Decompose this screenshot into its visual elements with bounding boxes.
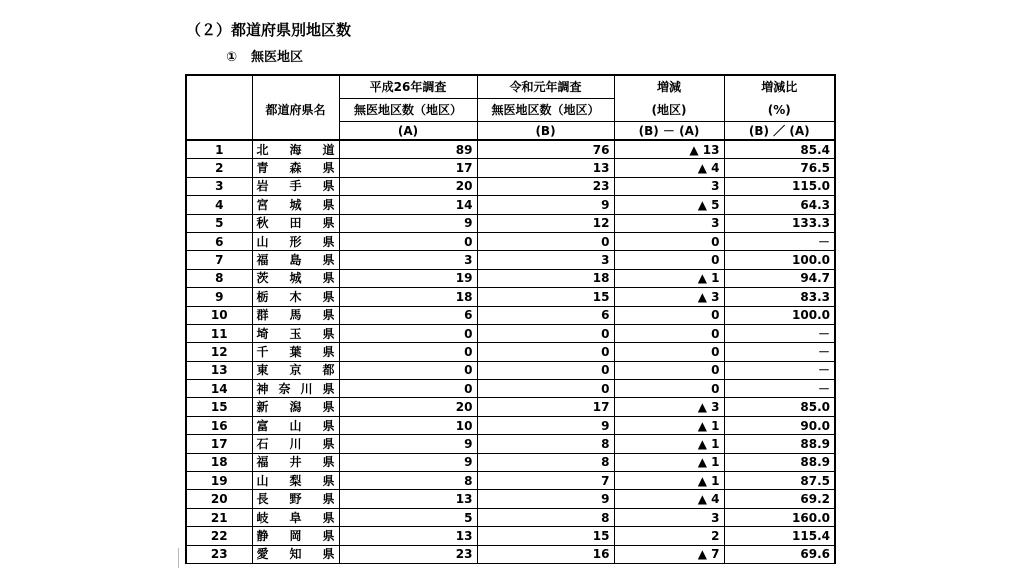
change-ratio: 88.9 [724, 453, 835, 471]
prefecture-label: 福井県 [256, 455, 335, 470]
header-no-blank-3 [186, 122, 252, 141]
prefecture-label: 山梨県 [256, 473, 335, 488]
change-count: ▲ 1 [614, 416, 724, 434]
header-no-blank-2 [186, 99, 252, 122]
prefecture-label: 静岡県 [256, 528, 335, 543]
header-diff-line2: (地区) [614, 99, 724, 122]
table-row [186, 472, 835, 490]
table-body [186, 140, 835, 563]
count-2014: 13 [339, 527, 477, 545]
row-number: 21 [186, 508, 252, 526]
subsection-label: 無医地区 [251, 50, 304, 65]
header-col-a-sub: (A) [339, 122, 477, 141]
prefecture-name [252, 490, 339, 508]
count-2019: 8 [477, 508, 614, 526]
row-number: 9 [186, 288, 252, 306]
row-number: 20 [186, 490, 252, 508]
prefecture-label: 秋田県 [256, 216, 335, 231]
row-number: 2 [186, 159, 252, 177]
count-2019: 8 [477, 435, 614, 453]
header-diff-sub: (B) － (A) [614, 122, 724, 141]
change-ratio: 64.3 [724, 196, 835, 214]
table-row [186, 232, 835, 250]
row-number: 14 [186, 380, 252, 398]
count-2014: 9 [339, 214, 477, 232]
change-count: 3 [614, 508, 724, 526]
count-2019: 9 [477, 490, 614, 508]
header-no-blank [186, 75, 252, 99]
change-ratio: － [724, 324, 835, 342]
change-count: 2 [614, 527, 724, 545]
count-2019: 0 [477, 361, 614, 379]
change-ratio: 76.5 [724, 159, 835, 177]
change-ratio: 88.9 [724, 435, 835, 453]
table-row [186, 527, 835, 545]
subsection-number: ① [226, 50, 238, 65]
prefecture-name [252, 435, 339, 453]
table-row [186, 545, 835, 563]
change-ratio: 94.7 [724, 269, 835, 287]
count-2014: 18 [339, 288, 477, 306]
prefecture-name [252, 324, 339, 342]
header-col-a-line2: 無医地区数（地区） [339, 99, 477, 122]
table-row [186, 453, 835, 471]
subsection-title [226, 46, 303, 65]
prefecture-label: 北海道 [256, 142, 335, 157]
prefecture-name [252, 416, 339, 434]
prefecture-label: 石川県 [256, 436, 335, 451]
section-title: （２）都道府県別地区数 [186, 21, 352, 39]
prefecture-name [252, 214, 339, 232]
change-count: ▲ 3 [614, 288, 724, 306]
prefecture-label: 栃木県 [256, 289, 335, 304]
change-ratio: 69.2 [724, 490, 835, 508]
change-count: ▲ 4 [614, 159, 724, 177]
count-2019: 76 [477, 140, 614, 159]
no-doctor-district-table [185, 74, 836, 564]
change-count: 0 [614, 306, 724, 324]
prefecture-name [252, 288, 339, 306]
change-count: 0 [614, 380, 724, 398]
prefecture-label: 埼玉県 [256, 326, 335, 341]
prefecture-label: 神奈川県 [256, 381, 335, 396]
count-2014: 20 [339, 398, 477, 416]
prefecture-name [252, 361, 339, 379]
header-pref-blank [252, 75, 339, 99]
header-col-a-line1: 平成26年調査 [339, 75, 477, 99]
count-2019: 9 [477, 196, 614, 214]
table-row [186, 380, 835, 398]
prefecture-label: 岩手県 [256, 179, 335, 194]
prefecture-label: 千葉県 [256, 344, 335, 359]
prefecture-label: 茨城県 [256, 271, 335, 286]
table-row [186, 251, 835, 269]
count-2014: 13 [339, 490, 477, 508]
table-row [186, 306, 835, 324]
header-col-b-line1: 令和元年調査 [477, 75, 614, 99]
prefecture-name [252, 159, 339, 177]
row-number: 8 [186, 269, 252, 287]
header-ratio-line1: 増減比 [724, 75, 835, 99]
header-col-b-sub: (B) [477, 122, 614, 141]
prefecture-name [252, 453, 339, 471]
table-row [186, 177, 835, 195]
change-ratio: 160.0 [724, 508, 835, 526]
count-2019: 0 [477, 380, 614, 398]
prefecture-name [252, 545, 339, 563]
row-number: 22 [186, 527, 252, 545]
count-2014: 10 [339, 416, 477, 434]
count-2019: 6 [477, 306, 614, 324]
header-prefecture: 都道府県名 [252, 99, 339, 122]
prefecture-name [252, 140, 339, 159]
change-count: 0 [614, 232, 724, 250]
prefecture-label: 岐阜県 [256, 510, 335, 525]
prefecture-name [252, 196, 339, 214]
count-2014: 0 [339, 232, 477, 250]
change-count: 0 [614, 251, 724, 269]
row-number: 6 [186, 232, 252, 250]
header-ratio-line2: (%) [724, 99, 835, 122]
change-ratio: 115.0 [724, 177, 835, 195]
count-2014: 17 [339, 159, 477, 177]
header-ratio-sub: (B) ／ (A) [724, 122, 835, 141]
table-row [186, 288, 835, 306]
row-number: 15 [186, 398, 252, 416]
table-row [186, 324, 835, 342]
prefecture-name [252, 177, 339, 195]
change-ratio: － [724, 232, 835, 250]
count-2019: 23 [477, 177, 614, 195]
header-col-b-line2: 無医地区数（地区） [477, 99, 614, 122]
table-row [186, 140, 835, 159]
count-2014: 5 [339, 508, 477, 526]
table-row [186, 214, 835, 232]
prefecture-label: 富山県 [256, 418, 335, 433]
row-number: 18 [186, 453, 252, 471]
prefecture-name [252, 232, 339, 250]
prefecture-name [252, 472, 339, 490]
table-row [186, 416, 835, 434]
table-row [186, 435, 835, 453]
count-2014: 3 [339, 251, 477, 269]
prefecture-label: 群馬県 [256, 308, 335, 323]
row-number: 3 [186, 177, 252, 195]
prefecture-label: 愛知県 [256, 547, 335, 562]
count-2014: 9 [339, 453, 477, 471]
count-2019: 18 [477, 269, 614, 287]
count-2019: 8 [477, 453, 614, 471]
prefecture-label: 青森県 [256, 161, 335, 176]
count-2019: 12 [477, 214, 614, 232]
table-row [186, 343, 835, 361]
prefecture-name [252, 306, 339, 324]
page-edge-mark [178, 548, 179, 568]
change-ratio: 100.0 [724, 251, 835, 269]
change-count: ▲ 1 [614, 472, 724, 490]
count-2014: 8 [339, 472, 477, 490]
row-number: 19 [186, 472, 252, 490]
table-row [186, 398, 835, 416]
count-2019: 15 [477, 288, 614, 306]
change-count: ▲ 1 [614, 269, 724, 287]
change-ratio: 100.0 [724, 306, 835, 324]
count-2019: 13 [477, 159, 614, 177]
row-number: 5 [186, 214, 252, 232]
count-2014: 89 [339, 140, 477, 159]
prefecture-name [252, 380, 339, 398]
count-2014: 14 [339, 196, 477, 214]
table-row [186, 508, 835, 526]
change-ratio: 115.4 [724, 527, 835, 545]
prefecture-label: 福島県 [256, 253, 335, 268]
change-ratio: 69.6 [724, 545, 835, 563]
count-2019: 3 [477, 251, 614, 269]
count-2014: 9 [339, 435, 477, 453]
count-2014: 0 [339, 343, 477, 361]
change-ratio: － [724, 380, 835, 398]
change-ratio: 85.0 [724, 398, 835, 416]
prefecture-name [252, 251, 339, 269]
prefecture-label: 宮城県 [256, 197, 335, 212]
count-2019: 0 [477, 343, 614, 361]
row-number: 16 [186, 416, 252, 434]
change-count: ▲ 1 [614, 435, 724, 453]
count-2019: 17 [477, 398, 614, 416]
change-ratio: － [724, 343, 835, 361]
row-number: 10 [186, 306, 252, 324]
header-diff-line1: 増減 [614, 75, 724, 99]
count-2019: 15 [477, 527, 614, 545]
table-row [186, 159, 835, 177]
count-2014: 20 [339, 177, 477, 195]
row-number: 12 [186, 343, 252, 361]
prefecture-name [252, 269, 339, 287]
change-count: 0 [614, 361, 724, 379]
count-2014: 23 [339, 545, 477, 563]
change-count: ▲ 3 [614, 398, 724, 416]
count-2014: 6 [339, 306, 477, 324]
change-count: ▲ 7 [614, 545, 724, 563]
count-2014: 0 [339, 380, 477, 398]
prefecture-name [252, 398, 339, 416]
count-2019: 0 [477, 324, 614, 342]
change-count: 3 [614, 214, 724, 232]
table-row [186, 196, 835, 214]
change-count: 3 [614, 177, 724, 195]
row-number: 13 [186, 361, 252, 379]
count-2019: 16 [477, 545, 614, 563]
row-number: 1 [186, 140, 252, 159]
row-number: 23 [186, 545, 252, 563]
prefecture-label: 山形県 [256, 234, 335, 249]
change-ratio: 133.3 [724, 214, 835, 232]
change-count: 0 [614, 324, 724, 342]
prefecture-name [252, 343, 339, 361]
count-2014: 0 [339, 324, 477, 342]
count-2019: 7 [477, 472, 614, 490]
change-count: 0 [614, 343, 724, 361]
row-number: 17 [186, 435, 252, 453]
change-count: ▲ 13 [614, 140, 724, 159]
prefecture-label: 長野県 [256, 492, 335, 507]
prefecture-name [252, 508, 339, 526]
change-ratio: 83.3 [724, 288, 835, 306]
change-count: ▲ 1 [614, 453, 724, 471]
table-row [186, 269, 835, 287]
table-row [186, 490, 835, 508]
change-ratio: 90.0 [724, 416, 835, 434]
count-2019: 0 [477, 232, 614, 250]
table-header [186, 75, 835, 140]
row-number: 4 [186, 196, 252, 214]
table-row [186, 361, 835, 379]
prefecture-name [252, 527, 339, 545]
change-ratio: 87.5 [724, 472, 835, 490]
change-count: ▲ 5 [614, 196, 724, 214]
change-count: ▲ 4 [614, 490, 724, 508]
row-number: 11 [186, 324, 252, 342]
count-2019: 9 [477, 416, 614, 434]
change-ratio: － [724, 361, 835, 379]
row-number: 7 [186, 251, 252, 269]
count-2014: 19 [339, 269, 477, 287]
change-ratio: 85.4 [724, 140, 835, 159]
prefecture-label: 新潟県 [256, 400, 335, 415]
count-2014: 0 [339, 361, 477, 379]
header-pref-blank-3 [252, 122, 339, 141]
prefecture-label: 東京都 [256, 363, 335, 378]
